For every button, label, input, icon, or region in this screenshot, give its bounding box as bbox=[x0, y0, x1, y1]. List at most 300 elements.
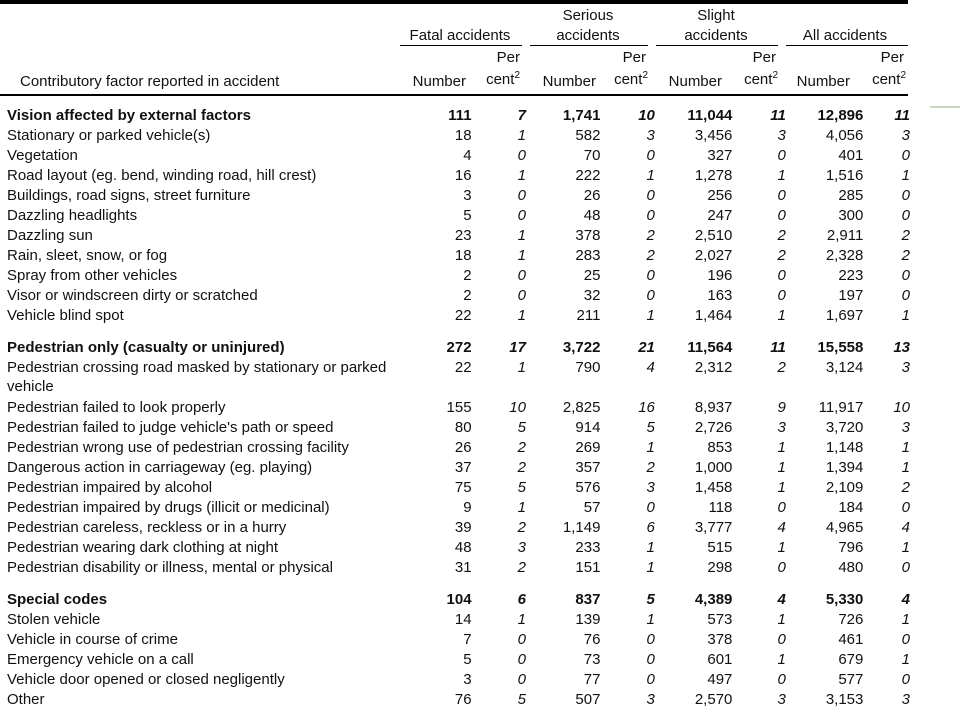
number-cell: 507 bbox=[575, 691, 601, 708]
percent-cell: 1 bbox=[901, 439, 910, 456]
number-cell: 5 bbox=[463, 207, 472, 224]
percent-cell: 17 bbox=[509, 339, 526, 356]
section-row bbox=[0, 338, 910, 358]
percent-cell: 5 bbox=[646, 591, 655, 608]
percent-cell: 0 bbox=[777, 499, 786, 516]
percent-cell: 6 bbox=[646, 519, 655, 536]
number-cell: 2,328 bbox=[825, 247, 864, 264]
number-cell: 26 bbox=[454, 439, 472, 456]
number-cell: 327 bbox=[707, 147, 733, 164]
number-cell: 184 bbox=[838, 499, 864, 516]
factor-label: Pedestrian wrong use of pedestrian crossing facility bbox=[7, 439, 349, 456]
percent-cell: 3 bbox=[646, 479, 655, 496]
factor-label: Rain, sleet, snow, or fog bbox=[7, 247, 168, 264]
percent-cell: 10 bbox=[638, 107, 655, 124]
number-cell: 3,720 bbox=[825, 419, 864, 436]
percent-cell: 1 bbox=[777, 479, 786, 496]
percent-cell: 1 bbox=[517, 227, 526, 244]
percent-cell: 9 bbox=[777, 399, 786, 416]
header-number-fatal: Number bbox=[412, 73, 466, 90]
percent-cell: 4 bbox=[777, 591, 786, 608]
percent-cell: 5 bbox=[517, 419, 526, 436]
number-cell: 401 bbox=[838, 147, 864, 164]
factor-label: Pedestrian crossing road masked by stationary or parked vehicle bbox=[7, 359, 387, 395]
percent-cell: 3 bbox=[777, 691, 786, 708]
percent-cell: 1 bbox=[646, 167, 655, 184]
header-cent-all: cent$^2$ bbox=[872, 70, 906, 88]
table-row bbox=[0, 478, 910, 498]
number-cell: 76 bbox=[454, 691, 472, 708]
percent-cell: 0 bbox=[777, 147, 786, 164]
percent-cell: 1 bbox=[517, 127, 526, 144]
number-cell: 853 bbox=[707, 439, 733, 456]
number-cell: 3 bbox=[463, 187, 472, 204]
number-cell: 111 bbox=[448, 107, 472, 124]
group-rule-all bbox=[786, 45, 908, 46]
percent-cell: 2 bbox=[517, 559, 526, 576]
percent-cell: 1 bbox=[901, 651, 910, 668]
number-cell: 2,510 bbox=[694, 227, 733, 244]
percent-cell: 3 bbox=[777, 419, 786, 436]
number-cell: 790 bbox=[575, 359, 601, 376]
number-cell: 70 bbox=[583, 147, 601, 164]
number-cell: 378 bbox=[575, 227, 601, 244]
number-cell: 1,741 bbox=[562, 107, 601, 124]
number-cell: 222 bbox=[575, 167, 601, 184]
header-serious-line1: Serious bbox=[562, 7, 614, 24]
percent-cell: 5 bbox=[517, 479, 526, 496]
number-cell: 77 bbox=[583, 671, 601, 688]
number-cell: 461 bbox=[838, 631, 864, 648]
percent-cell: 0 bbox=[646, 631, 655, 648]
header-slight-line2: accidents bbox=[684, 27, 748, 44]
header-bottom-rule bbox=[0, 94, 908, 96]
header-slight-line1: Slight bbox=[697, 7, 735, 24]
percent-cell: 6 bbox=[517, 591, 526, 608]
number-cell: 4,056 bbox=[825, 127, 864, 144]
percent-cell: 0 bbox=[646, 147, 655, 164]
percent-cell: 2 bbox=[517, 519, 526, 536]
percent-cell: 1 bbox=[517, 307, 526, 324]
header-number-serious: Number bbox=[542, 73, 596, 90]
number-cell: 18 bbox=[454, 127, 472, 144]
number-cell: 57 bbox=[583, 499, 601, 516]
percent-cell: 2 bbox=[777, 359, 786, 376]
factor-label: Road layout (eg. bend, winding road, hill crest) bbox=[7, 167, 317, 184]
number-cell: 80 bbox=[454, 419, 472, 436]
percent-cell: 1 bbox=[901, 611, 910, 628]
number-cell: 16 bbox=[454, 167, 472, 184]
number-cell: 272 bbox=[446, 339, 472, 356]
number-cell: 3,153 bbox=[825, 691, 864, 708]
number-cell: 2,027 bbox=[694, 247, 733, 264]
percent-cell: 16 bbox=[638, 399, 655, 416]
percent-cell: 10 bbox=[509, 399, 526, 416]
percent-cell: 0 bbox=[777, 287, 786, 304]
percent-cell: 0 bbox=[901, 147, 910, 164]
header-per-serious: Per bbox=[622, 49, 646, 66]
table-row bbox=[0, 358, 910, 398]
percent-cell: 1 bbox=[777, 539, 786, 556]
number-cell: 1,458 bbox=[694, 479, 733, 496]
percent-cell: 3 bbox=[517, 539, 526, 556]
percent-cell: 1 bbox=[646, 611, 655, 628]
table-row bbox=[0, 650, 910, 670]
percent-cell: 1 bbox=[901, 539, 910, 556]
percent-cell: 2 bbox=[517, 439, 526, 456]
number-cell: 497 bbox=[707, 671, 733, 688]
percent-cell: 3 bbox=[646, 127, 655, 144]
number-cell: 4,389 bbox=[694, 591, 733, 608]
header-factor-column: Contributory factor reported in accident bbox=[20, 73, 280, 90]
number-cell: 11,564 bbox=[687, 339, 733, 356]
number-cell: 601 bbox=[707, 651, 733, 668]
number-cell: 837 bbox=[575, 591, 601, 608]
number-cell: 5 bbox=[463, 651, 472, 668]
percent-cell: 11 bbox=[894, 107, 910, 124]
factor-label: Vehicle blind spot bbox=[7, 307, 124, 324]
number-cell: 480 bbox=[838, 559, 864, 576]
factor-label: Dangerous action in carriageway (eg. playing) bbox=[7, 459, 313, 476]
percent-cell: 4 bbox=[901, 591, 910, 608]
table-row bbox=[0, 126, 910, 146]
number-cell: 269 bbox=[575, 439, 601, 456]
table-row bbox=[0, 286, 910, 306]
percent-cell: 0 bbox=[517, 631, 526, 648]
number-cell: 3,722 bbox=[562, 339, 601, 356]
number-cell: 7 bbox=[463, 631, 472, 648]
number-cell: 1,149 bbox=[562, 519, 601, 536]
section-spacer bbox=[0, 578, 910, 590]
number-cell: 25 bbox=[583, 267, 601, 284]
table-row bbox=[0, 418, 910, 438]
number-cell: 37 bbox=[454, 459, 472, 476]
header-per-slight: Per bbox=[752, 49, 776, 66]
percent-cell: 3 bbox=[777, 127, 786, 144]
factor-label: Dazzling sun bbox=[7, 227, 93, 244]
table-row bbox=[0, 266, 910, 286]
percent-cell: 0 bbox=[777, 671, 786, 688]
percent-cell: 1 bbox=[517, 499, 526, 516]
number-cell: 23 bbox=[454, 227, 472, 244]
factor-label: Stationary or parked vehicle(s) bbox=[7, 127, 211, 144]
table-row bbox=[0, 186, 910, 206]
percent-cell: 7 bbox=[517, 107, 526, 124]
side-accent-line bbox=[930, 106, 960, 108]
number-cell: 211 bbox=[576, 307, 601, 324]
percent-cell: 1 bbox=[777, 651, 786, 668]
percent-cell: 0 bbox=[901, 207, 910, 224]
table-row bbox=[0, 226, 910, 246]
number-cell: 104 bbox=[446, 591, 472, 608]
percent-cell: 1 bbox=[777, 307, 786, 324]
number-cell: 151 bbox=[575, 559, 601, 576]
percent-cell: 0 bbox=[901, 287, 910, 304]
percent-cell: 1 bbox=[517, 247, 526, 264]
table-row bbox=[0, 458, 910, 478]
factor-label: Pedestrian failed to judge vehicle's path or speed bbox=[7, 419, 334, 436]
percent-cell: 1 bbox=[646, 559, 655, 576]
number-cell: 1,278 bbox=[694, 167, 733, 184]
factor-label: Vegetation bbox=[7, 147, 78, 164]
percent-cell: 0 bbox=[901, 559, 910, 576]
number-cell: 139 bbox=[575, 611, 601, 628]
percent-cell: 0 bbox=[517, 267, 526, 284]
top-rule bbox=[0, 0, 908, 4]
percent-cell: 4 bbox=[901, 519, 910, 536]
number-cell: 283 bbox=[575, 247, 601, 264]
number-cell: 14 bbox=[454, 611, 472, 628]
percent-cell: 1 bbox=[517, 611, 526, 628]
percent-cell: 2 bbox=[901, 227, 910, 244]
header-number-slight: Number bbox=[668, 73, 722, 90]
factor-label: Stolen vehicle bbox=[7, 611, 101, 628]
percent-cell: 0 bbox=[517, 207, 526, 224]
spacer-cell bbox=[0, 578, 910, 590]
factor-label: Other bbox=[7, 691, 45, 708]
number-cell: 3,456 bbox=[694, 127, 733, 144]
percent-cell: 0 bbox=[777, 559, 786, 576]
percent-cell: 0 bbox=[901, 499, 910, 516]
factor-label: Pedestrian failed to look properly bbox=[7, 399, 226, 416]
number-cell: 2,570 bbox=[694, 691, 733, 708]
table-row bbox=[0, 690, 910, 710]
percent-cell: 1 bbox=[777, 459, 786, 476]
percent-cell: 1 bbox=[517, 167, 526, 184]
percent-cell: 0 bbox=[517, 671, 526, 688]
percent-cell: 2 bbox=[777, 227, 786, 244]
number-cell: 1,464 bbox=[694, 307, 733, 324]
number-cell: 2,911 bbox=[826, 227, 864, 244]
percent-cell: 1 bbox=[646, 439, 655, 456]
section-label: Special codes bbox=[7, 591, 108, 608]
number-cell: 2,109 bbox=[825, 479, 864, 496]
percent-cell: 2 bbox=[901, 247, 910, 264]
header-per-fatal: Per bbox=[496, 49, 520, 66]
number-cell: 4,965 bbox=[825, 519, 864, 536]
number-cell: 15,558 bbox=[817, 339, 864, 356]
number-cell: 4 bbox=[463, 147, 472, 164]
number-cell: 576 bbox=[575, 479, 601, 496]
percent-cell: 2 bbox=[777, 247, 786, 264]
number-cell: 11,917 bbox=[818, 399, 864, 416]
number-cell: 5,330 bbox=[825, 591, 864, 608]
percent-cell: 3 bbox=[901, 691, 910, 708]
percent-cell: 3 bbox=[901, 419, 910, 436]
percent-cell: 21 bbox=[638, 339, 655, 356]
section-label: Vision affected by external factors bbox=[7, 107, 251, 124]
number-cell: 73 bbox=[583, 651, 601, 668]
percent-cell: 4 bbox=[777, 519, 786, 536]
factor-label: Buildings, road signs, street furniture bbox=[7, 187, 251, 204]
percent-cell: 3 bbox=[901, 359, 910, 376]
percent-cell: 2 bbox=[646, 247, 655, 264]
number-cell: 3,124 bbox=[825, 359, 864, 376]
number-cell: 155 bbox=[446, 399, 472, 416]
number-cell: 48 bbox=[583, 207, 601, 224]
number-cell: 573 bbox=[707, 611, 733, 628]
factor-label: Spray from other vehicles bbox=[7, 267, 178, 284]
factor-label: Pedestrian impaired by alcohol bbox=[7, 479, 213, 496]
header-fatal: Fatal accidents bbox=[409, 27, 511, 44]
percent-cell: 11 bbox=[770, 339, 786, 356]
percent-cell: 1 bbox=[517, 359, 526, 376]
percent-cell: 1 bbox=[646, 539, 655, 556]
percent-cell: 13 bbox=[893, 339, 910, 356]
percent-cell: 0 bbox=[901, 187, 910, 204]
percent-cell: 1 bbox=[901, 459, 910, 476]
number-cell: 582 bbox=[575, 127, 601, 144]
number-cell: 12,896 bbox=[817, 107, 864, 124]
number-cell: 2,825 bbox=[562, 399, 601, 416]
percent-cell: 1 bbox=[777, 167, 786, 184]
number-cell: 18 bbox=[454, 247, 472, 264]
number-cell: 11,044 bbox=[687, 107, 733, 124]
number-cell: 31 bbox=[454, 559, 472, 576]
table-row bbox=[0, 670, 910, 690]
number-cell: 163 bbox=[707, 287, 733, 304]
number-cell: 2,726 bbox=[694, 419, 733, 436]
factor-label: Emergency vehicle on a call bbox=[7, 651, 194, 668]
group-rule-fatal bbox=[400, 45, 522, 46]
number-cell: 32 bbox=[583, 287, 601, 304]
group-rule-serious bbox=[530, 45, 648, 46]
group-rule-slight bbox=[656, 45, 778, 46]
percent-cell: 0 bbox=[646, 187, 655, 204]
factor-label: Pedestrian disability or illness, mental or physical bbox=[7, 559, 333, 576]
number-cell: 247 bbox=[707, 207, 733, 224]
percent-cell: 5 bbox=[646, 419, 655, 436]
percent-cell: 0 bbox=[777, 207, 786, 224]
number-cell: 22 bbox=[454, 307, 472, 324]
table-row bbox=[0, 246, 910, 266]
number-cell: 2 bbox=[463, 287, 472, 304]
table-row bbox=[0, 398, 910, 418]
percent-cell: 0 bbox=[517, 147, 526, 164]
number-cell: 1,148 bbox=[825, 439, 864, 456]
percent-cell: 4 bbox=[646, 359, 655, 376]
percent-cell: 0 bbox=[517, 651, 526, 668]
percent-cell: 1 bbox=[777, 611, 786, 628]
number-cell: 39 bbox=[454, 519, 472, 536]
number-cell: 196 bbox=[707, 267, 733, 284]
percent-cell: 0 bbox=[646, 671, 655, 688]
number-cell: 2,312 bbox=[694, 359, 733, 376]
section-spacer bbox=[0, 326, 910, 338]
percent-cell: 0 bbox=[646, 499, 655, 516]
percent-cell: 0 bbox=[777, 187, 786, 204]
section-row bbox=[0, 590, 910, 610]
header-per-all: Per bbox=[880, 49, 904, 66]
header-cent-serious: cent$^2$ bbox=[614, 70, 648, 88]
percent-cell: 0 bbox=[901, 631, 910, 648]
number-cell: 577 bbox=[838, 671, 864, 688]
table-row bbox=[0, 630, 910, 650]
number-cell: 300 bbox=[838, 207, 864, 224]
factor-label: Vehicle door opened or closed negligently bbox=[7, 671, 285, 688]
number-cell: 9 bbox=[463, 499, 472, 516]
number-cell: 76 bbox=[583, 631, 601, 648]
percent-cell: 3 bbox=[901, 127, 910, 144]
number-cell: 48 bbox=[454, 539, 472, 556]
number-cell: 233 bbox=[575, 539, 601, 556]
section-row bbox=[0, 106, 910, 126]
number-cell: 22 bbox=[454, 359, 472, 376]
percent-cell: 2 bbox=[901, 479, 910, 496]
factor-label: Vehicle in course of crime bbox=[7, 631, 178, 648]
number-cell: 796 bbox=[838, 539, 864, 556]
percent-cell: 2 bbox=[517, 459, 526, 476]
table-row bbox=[0, 498, 910, 518]
percent-cell: 3 bbox=[646, 691, 655, 708]
percent-cell: 2 bbox=[646, 459, 655, 476]
table-row bbox=[0, 166, 910, 186]
number-cell: 914 bbox=[575, 419, 601, 436]
number-cell: 223 bbox=[838, 267, 864, 284]
number-cell: 197 bbox=[838, 287, 864, 304]
table-row bbox=[0, 610, 910, 630]
number-cell: 726 bbox=[838, 611, 864, 628]
number-cell: 285 bbox=[838, 187, 864, 204]
number-cell: 357 bbox=[575, 459, 601, 476]
percent-cell: 0 bbox=[777, 631, 786, 648]
section-label: Pedestrian only (casualty or uninjured) bbox=[7, 339, 285, 356]
table-row bbox=[0, 206, 910, 226]
header-number-all: Number bbox=[796, 73, 850, 90]
number-cell: 3 bbox=[463, 671, 472, 688]
contributory-factor-table bbox=[0, 106, 910, 710]
percent-cell: 0 bbox=[901, 267, 910, 284]
number-cell: 515 bbox=[707, 539, 733, 556]
percent-cell: 0 bbox=[646, 651, 655, 668]
table-row bbox=[0, 438, 910, 458]
number-cell: 679 bbox=[838, 651, 864, 668]
percent-cell: 1 bbox=[777, 439, 786, 456]
spacer-cell bbox=[0, 326, 910, 338]
number-cell: 1,697 bbox=[825, 307, 864, 324]
number-cell: 1,394 bbox=[825, 459, 864, 476]
percent-cell: 10 bbox=[893, 399, 910, 416]
percent-cell: 0 bbox=[517, 187, 526, 204]
header-cent-fatal: cent$^2$ bbox=[486, 70, 520, 88]
percent-cell: 0 bbox=[901, 671, 910, 688]
percent-cell: 0 bbox=[646, 267, 655, 284]
header-serious-line2: accidents bbox=[556, 27, 620, 44]
number-cell: 378 bbox=[707, 631, 733, 648]
header-all: All accidents bbox=[802, 27, 888, 44]
number-cell: 298 bbox=[707, 559, 733, 576]
header-cent-slight: cent$^2$ bbox=[744, 70, 778, 88]
table-row bbox=[0, 146, 910, 166]
number-cell: 3,777 bbox=[694, 519, 733, 536]
number-cell: 1,516 bbox=[825, 167, 864, 184]
factor-label: Pedestrian wearing dark clothing at night bbox=[7, 539, 278, 556]
number-cell: 75 bbox=[454, 479, 472, 496]
factor-label: Visor or windscreen dirty or scratched bbox=[7, 287, 258, 304]
number-cell: 1,000 bbox=[694, 459, 733, 476]
number-cell: 26 bbox=[583, 187, 601, 204]
number-cell: 256 bbox=[707, 187, 733, 204]
percent-cell: 1 bbox=[646, 307, 655, 324]
number-cell: 2 bbox=[463, 267, 472, 284]
number-cell: 8,937 bbox=[694, 399, 733, 416]
factor-label: Dazzling headlights bbox=[7, 207, 138, 224]
percent-cell: 0 bbox=[646, 207, 655, 224]
percent-cell: 11 bbox=[770, 107, 786, 124]
table-row bbox=[0, 538, 910, 558]
percent-cell: 1 bbox=[901, 167, 910, 184]
factor-label: Pedestrian careless, reckless or in a hurry bbox=[7, 519, 287, 536]
